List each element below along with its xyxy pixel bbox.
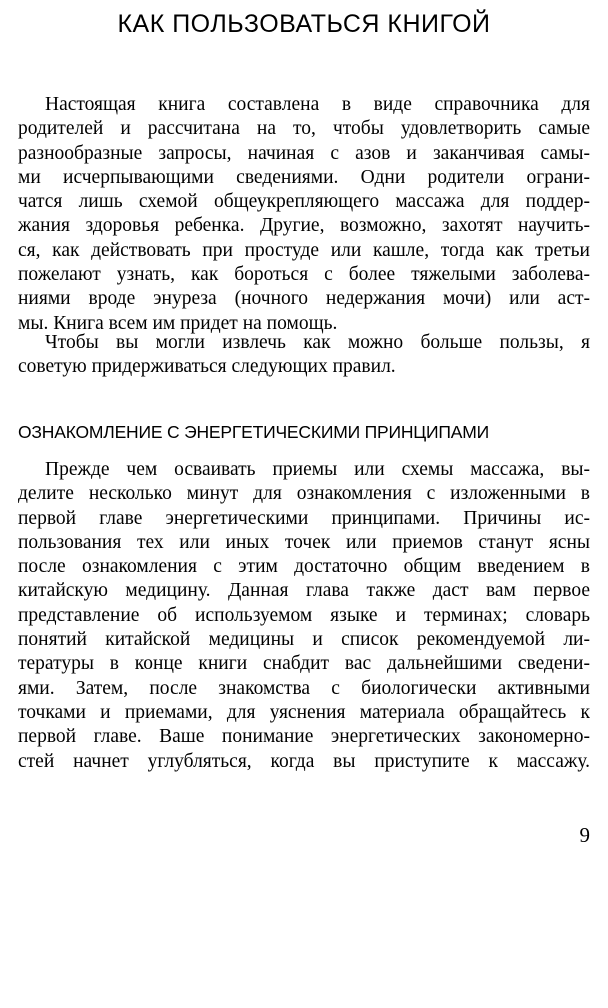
text-line: после ознакомления с этим достаточно общим введением в <box>18 556 590 578</box>
text-line: пользования тех или иных точек или приемов станут ясны <box>18 531 590 553</box>
text-line: мы. Книга всем им придет на помощь. <box>18 312 338 334</box>
text-line: ниями вроде энуреза (ночного недержания мочи) или аст- <box>18 288 590 310</box>
text-line: советую придерживаться следующих правил. <box>18 356 396 378</box>
text-line: стей начнет углубляться, когда вы приступите к массажу. <box>18 750 590 772</box>
paragraph-intro <box>18 93 590 336</box>
text-line: представление об используемом языке и терминах; словарь <box>18 604 590 626</box>
page-title: КАК ПОЛЬЗОВАТЬСЯ КНИГОЙ <box>117 10 491 38</box>
text-line: пожелают узнать, как бороться с более тяжелыми заболева- <box>18 264 590 286</box>
text-line: чатся лишь схемой общеукрепляющего массажа для поддер- <box>18 191 590 213</box>
paragraph-advice <box>18 331 590 380</box>
paragraph-principles <box>18 458 590 774</box>
text-line: ся, как действовать при простуде или кашле, тогда как третьи <box>18 239 590 261</box>
text-line: понятий китайской медицины и список рекомендуемой ли- <box>18 629 590 651</box>
text-line: китайскую медицину. Данная глава также даст вам первое <box>18 580 590 602</box>
text-line: первой главе энергетическими принципами. Причины ис- <box>18 507 590 529</box>
page-number: 9 <box>579 823 590 847</box>
text-line: точками и приемами, для уяснения материала обращайтесь к <box>18 701 590 723</box>
section-heading: ОЗНАКОМЛЕНИЕ С ЭНЕРГЕТИЧЕСКИМИ ПРИНЦИПАМИ <box>18 422 490 442</box>
text-line: жания здоровья ребенка. Другие, возможно, захотят научить- <box>18 215 590 237</box>
text-line: ями. Затем, после знакомства с биологически активными <box>18 677 590 699</box>
text-line: Чтобы вы могли извлечь как можно больше пользы, я <box>45 332 590 353</box>
text-line: Настоящая книга составлена в виде справочника для <box>45 94 590 115</box>
text-line: тературы в конце книги снабдит вас дальнейшими сведени- <box>18 653 590 675</box>
text-line: первой главе. Ваше понимание энергетических закономерно- <box>18 726 590 748</box>
text-line: разнообразные запросы, начиная с азов и заканчивая самы- <box>18 142 590 164</box>
text-line: делите несколько минут для ознакомления с изложенными в <box>18 483 590 505</box>
text-line: родителей и рассчитана на то, чтобы удовлетворить самые <box>18 118 590 140</box>
text-line: ми исчерпывающими сведениями. Одни родители ограни- <box>18 166 590 188</box>
text-line: Прежде чем осваивать приемы или схемы массажа, вы- <box>45 459 590 480</box>
